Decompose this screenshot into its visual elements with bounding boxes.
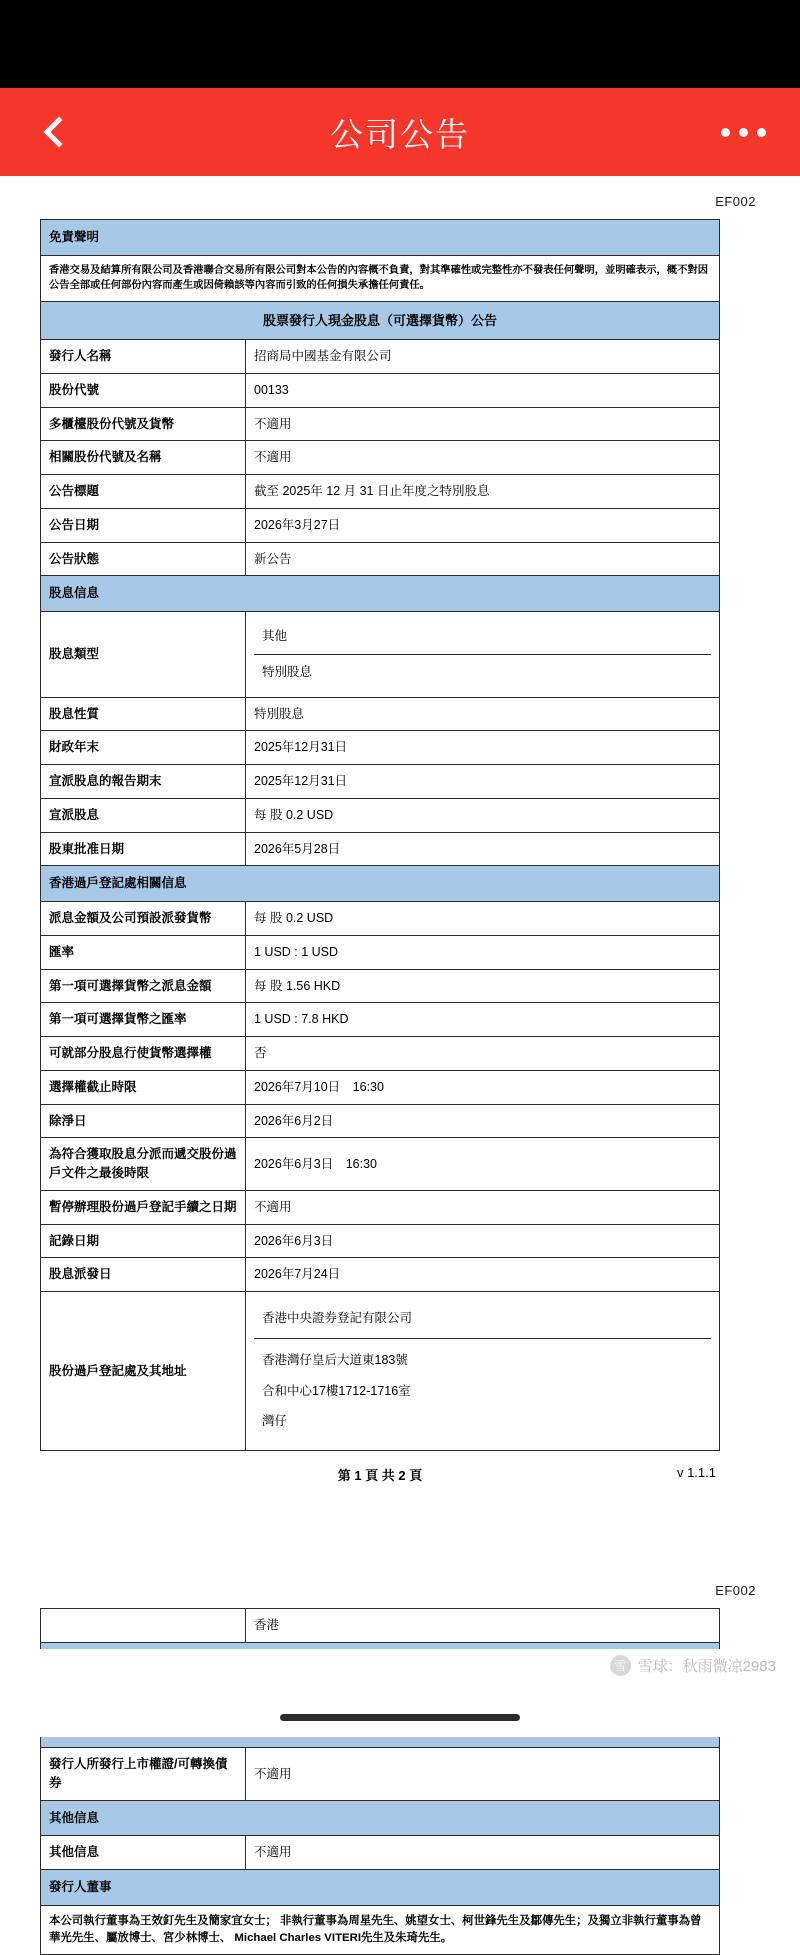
row-label: 公告日期: [41, 508, 246, 542]
document-page-1: [0, 176, 800, 1489]
table-row: [41, 508, 720, 542]
row-value: 特別股息: [262, 664, 313, 679]
row-value: 2026年6月3日: [246, 1224, 720, 1258]
status-bar: [0, 0, 800, 88]
dot-2: [739, 128, 748, 137]
table-row: [41, 1070, 720, 1104]
table-row: [41, 255, 720, 301]
row-label: 匯率: [41, 935, 246, 969]
row-value: 截至 2025年 12 月 31 日止年度之特別股息: [246, 475, 720, 509]
row-value: 不適用: [246, 1190, 720, 1224]
table-row: [41, 697, 720, 731]
row-value: 新公告: [246, 542, 720, 576]
section-header: 其他信息: [41, 1800, 720, 1836]
row-label: 多櫃檯股份代號及貨幣: [41, 407, 246, 441]
row-value: 特別股息: [246, 697, 720, 731]
section-header: 發行人董事: [41, 1870, 720, 1906]
row-label: 公告狀態: [41, 542, 246, 576]
table-row: [41, 441, 720, 475]
announcement-title: 股票發行人現金股息（可選擇貨幣）公告: [41, 301, 720, 340]
table-row: [41, 935, 720, 969]
row-label: 除淨日: [41, 1104, 246, 1138]
table-section-dividend-info: [41, 576, 720, 612]
row-value: 2026年3月27日: [246, 508, 720, 542]
xueqiu-logo-icon: 雪: [610, 1655, 631, 1676]
table-section-registrar-info: [41, 866, 720, 902]
row-value-group: [246, 612, 720, 698]
row-value: 不適用: [246, 1836, 720, 1870]
table-section-title: [41, 301, 720, 340]
row-label: 股息派發日: [41, 1258, 246, 1292]
row-label: [41, 1609, 246, 1643]
address-line: 灣仔: [262, 1414, 288, 1429]
row-value: 1 USD : 1 USD: [246, 935, 720, 969]
row-value: 每 股 1.56 HKD: [246, 969, 720, 1003]
row-value: 2026年6月3日 16:30: [246, 1138, 720, 1191]
row-value: 2025年12月31日: [246, 731, 720, 765]
table-row: [41, 1003, 720, 1037]
table-row: [41, 1138, 720, 1191]
table-row-registrar-address: [41, 1292, 720, 1451]
row-value: 招商局中國基金有限公司: [246, 340, 720, 374]
row-value: 每 股 0.2 USD: [246, 902, 720, 936]
table-row: [41, 1609, 720, 1643]
row-label: 股東批准日期: [41, 832, 246, 866]
table-row: [41, 612, 720, 698]
page-separator: [0, 1489, 800, 1565]
version-label: v 1.1.1: [676, 1465, 716, 1481]
section-header: 香港過戶登記處相關信息: [41, 866, 720, 902]
table-row: [41, 542, 720, 576]
table-row: [41, 1190, 720, 1224]
watermark-text: 雪球：秋雨微凉2983: [637, 1658, 776, 1675]
row-value: 2026年6月2日: [246, 1104, 720, 1138]
table-row: [41, 1258, 720, 1292]
table-row: [41, 407, 720, 441]
row-label: 宣派股息的報告期末: [41, 765, 246, 799]
table-row: [41, 832, 720, 866]
directors-text: 本公司執行董事為王效釘先生及簡家宜女士； 非執行董事為周星先生、姚望女士、柯世鋒先生及鄒傳先生；及獨立非執行董事為曾華光先生、屬放博士、宮少林博士、 Michael Charles VITERI先生及朱琦先生。: [41, 1905, 720, 1954]
row-value: 其他: [254, 619, 711, 655]
row-label: 發行人名稱: [41, 340, 246, 374]
table-row: [41, 1104, 720, 1138]
table-row: [41, 475, 720, 509]
row-label: 選擇權截止時限: [41, 1070, 246, 1104]
row-value: 不適用: [246, 1748, 720, 1801]
table-row: [41, 1905, 720, 1954]
row-label: 其他信息: [41, 1836, 246, 1870]
table-row: [41, 1836, 720, 1870]
address-line: 合和中心17樓1712-1716室: [262, 1383, 411, 1398]
table-row: [41, 798, 720, 832]
document-page-2: [0, 1565, 800, 1955]
dot-1: [721, 128, 730, 137]
address-line: 香港灣仔皇后大道東183號: [262, 1352, 408, 1367]
row-value: 1 USD : 7.8 HKD: [246, 1003, 720, 1037]
row-value: 2025年12月31日: [246, 765, 720, 799]
row-value: 2026年5月28日: [246, 832, 720, 866]
registrar-name: 香港中央證券登記有限公司: [254, 1299, 711, 1339]
row-label: 暫停辦理股份過戶登記手續之日期: [41, 1190, 246, 1224]
table-row: [41, 340, 720, 374]
more-options-icon[interactable]: [721, 128, 766, 137]
row-value: 2026年7月24日: [246, 1258, 720, 1292]
page-title: 公司公告: [330, 115, 470, 153]
row-value: 不適用: [246, 441, 720, 475]
table-row: [41, 1748, 720, 1801]
row-label: 記錄日期: [41, 1224, 246, 1258]
row-label: 股息類型: [41, 612, 246, 698]
row-value: 2026年7月10日 16:30: [246, 1070, 720, 1104]
row-label: 股份代號: [41, 373, 246, 407]
table-section-disclaimer: [41, 220, 720, 256]
app-header: [0, 88, 800, 176]
row-value: 香港: [246, 1609, 720, 1643]
disclaimer-text: 香港交易及結算所有限公司及香港聯合交易所有限公司對本公告的內容概不負責，對其準確性或完整性亦不發表任何聲明，並明確表示，概不對因公告全部或任何部份內容而產生或因倚賴該等內容而引致的任何損失承擔任何責任。: [41, 255, 720, 301]
row-label: 公告標題: [41, 475, 246, 509]
page-number: 第 1 頁 共 2 頁: [337, 1468, 423, 1484]
row-value: 否: [246, 1037, 720, 1071]
row-label: 發行人所發行上市權證/可轉換債券: [41, 1748, 246, 1801]
row-label: 股息性質: [41, 697, 246, 731]
table-section-other-info: [41, 1800, 720, 1836]
row-label: 股份過戶登記處及其地址: [41, 1292, 246, 1451]
bottom-bar: [0, 1649, 800, 1737]
form-code-page2: EF002: [715, 1583, 756, 1599]
row-label: 宣派股息: [41, 798, 246, 832]
table-row: [41, 902, 720, 936]
registrar-address: [254, 1339, 711, 1443]
disclaimer-header: 免責聲明: [41, 220, 720, 256]
row-label: 第一項可選擇貨幣之匯率: [41, 1003, 246, 1037]
page-footer-1: [40, 1465, 720, 1489]
row-label: 第一項可選擇貨幣之派息金額: [41, 969, 246, 1003]
row-value: 不適用: [246, 407, 720, 441]
form-code-page1: EF002: [715, 194, 756, 209]
table-row: [41, 1224, 720, 1258]
table-row: [41, 731, 720, 765]
row-label: 相關股份代號及名稱: [41, 441, 246, 475]
dot-3: [757, 128, 766, 137]
table-row: [41, 969, 720, 1003]
row-label: 財政年末: [41, 731, 246, 765]
section-header: 股息信息: [41, 576, 720, 612]
row-value-group: [246, 1292, 720, 1451]
row-value: 00133: [246, 373, 720, 407]
home-indicator[interactable]: [280, 1714, 520, 1721]
table-row: [41, 1037, 720, 1071]
announcement-table-page1: [40, 219, 720, 1451]
watermark: [610, 1655, 776, 1676]
row-label: 為符合獲取股息分派而遞交股份過戶文件之最後時限: [41, 1138, 246, 1191]
row-label: 可就部分股息行使貨幣選擇權: [41, 1037, 246, 1071]
row-value: 每 股 0.2 USD: [246, 798, 720, 832]
table-section-directors: [41, 1870, 720, 1906]
row-label: 派息金額及公司預設派發貨幣: [41, 902, 246, 936]
table-row: [41, 373, 720, 407]
table-row: [41, 765, 720, 799]
